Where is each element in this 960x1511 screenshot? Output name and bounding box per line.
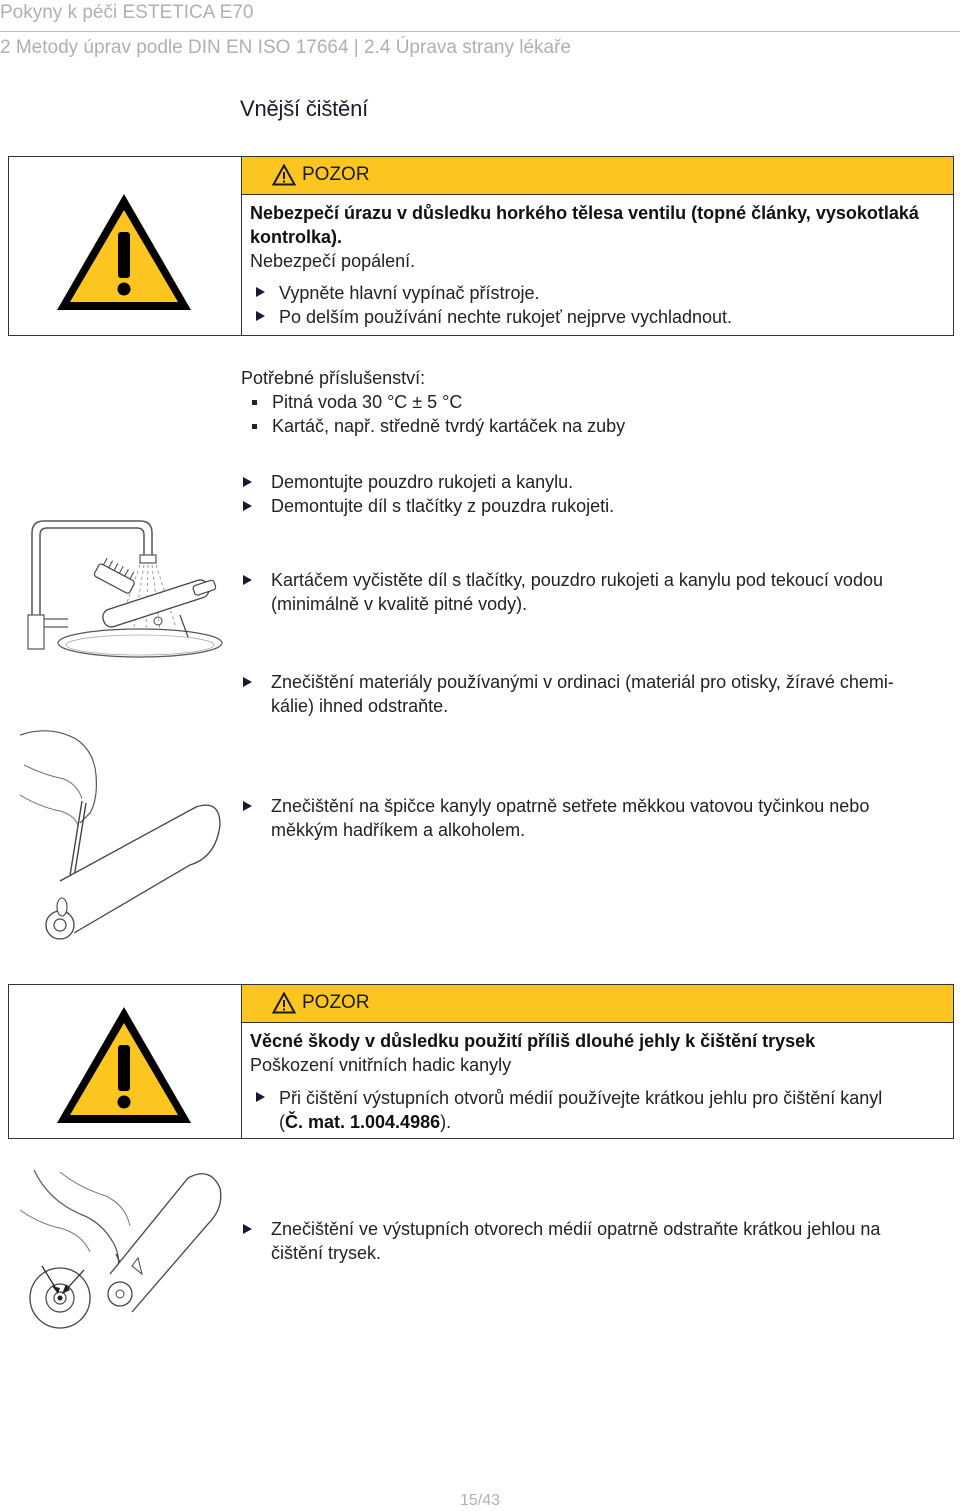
material-number: Č. mat. 1.004.4986 xyxy=(285,1112,441,1132)
step-text: kálie) ihned odstraňte. xyxy=(271,696,449,716)
paren-close: ). xyxy=(440,1112,452,1132)
breadcrumb: 2 Metody úprav podle DIN EN ISO 17664 | 2.4 Úprava strany lékaře xyxy=(0,37,572,58)
warning-box-1 xyxy=(8,156,954,336)
square-bullet-icon xyxy=(252,400,257,405)
step-item xyxy=(243,794,953,842)
accessory-item xyxy=(252,414,852,438)
square-bullet-icon xyxy=(252,424,257,429)
paren-open: ( xyxy=(279,1112,285,1132)
warning-label: POZOR xyxy=(302,164,370,185)
warning-action-text: Při čištění výstupních otvorů médií používejte krátkou jehlu pro čištění kanyl xyxy=(279,1088,883,1108)
needle-cleaning-illustration xyxy=(20,1170,232,1340)
warning-consequence: Poškození vnitřních hadic kanyly xyxy=(250,1055,512,1075)
accessory-text: Kartáč, např. středně tvrdý kartáček na zuby xyxy=(272,416,626,436)
warning-triangle-icon xyxy=(53,1003,195,1127)
arrow-bullet-icon xyxy=(243,477,252,487)
warning-action-text: Po delším používání nechte rukojeť nejprve vychladnout. xyxy=(279,307,733,327)
arrow-bullet-icon xyxy=(243,677,252,687)
accessory-text: Pitná voda 30 °C ± 5 °C xyxy=(272,392,463,412)
step-text: měkkým hadříkem a alkoholem. xyxy=(271,820,526,840)
step-item xyxy=(243,568,953,616)
warning-label: POZOR xyxy=(302,992,370,1013)
step-text: (minimálně v kvalitě pitné vody). xyxy=(271,594,528,614)
warning-hazard-cont: kontrolka). xyxy=(250,227,343,247)
accessory-item xyxy=(252,390,852,414)
warning-consequence: Nebezpečí popálení. xyxy=(250,251,416,271)
warning-hazard: Věcné škody v důsledku použití příliš dlouhé jehly k čištění trysek xyxy=(250,1031,816,1051)
step-text: Znečištění na špičce kanyly opatrně setřete měkkou vatovou tyčinkou nebo xyxy=(271,796,870,816)
warning-action xyxy=(256,281,539,305)
warning-action xyxy=(256,1086,882,1110)
arrow-bullet-icon xyxy=(243,575,252,585)
document-title: Pokyny k péči ESTETICA E70 xyxy=(0,2,254,23)
warning-header xyxy=(241,985,953,1023)
warning-body xyxy=(241,195,953,335)
section-title: Vnější čištění xyxy=(240,96,369,121)
page-number: 15/43 xyxy=(459,1492,501,1509)
step-item xyxy=(243,494,943,518)
step-item xyxy=(243,670,953,718)
swab-cleaning-illustration xyxy=(20,715,240,947)
step-text: čištění trysek. xyxy=(271,1243,382,1263)
warning-action xyxy=(256,305,732,329)
step-item xyxy=(243,1217,953,1265)
step-text: Znečištění ve výstupních otvorech médií opatrně odstraňte krátkou jehlou na xyxy=(271,1219,881,1239)
step-text: Znečištění materiály používanými v ordinaci (materiál pro otisky, žíravé chemi- xyxy=(271,672,894,692)
step-item xyxy=(243,470,943,494)
accessories-label: Potřebné příslušenství: xyxy=(241,368,426,388)
warning-action-cont xyxy=(279,1110,451,1134)
step-text: Demontujte díl s tlačítky z pouzdra rukojeti. xyxy=(271,496,615,516)
warning-body xyxy=(241,1023,953,1138)
warning-box-2 xyxy=(8,984,954,1139)
warning-triangle-icon xyxy=(53,190,195,314)
arrow-bullet-icon xyxy=(243,1224,252,1234)
warning-hazard: Nebezpečí úrazu v důsledku horkého tělesa ventilu (topné články, vysokotlaká xyxy=(250,203,919,223)
warning-action-text: Vypněte hlavní vypínač přístroje. xyxy=(279,283,540,303)
step-text: Demontujte pouzdro rukojeti a kanylu. xyxy=(271,472,574,492)
header-divider xyxy=(0,31,960,32)
arrow-bullet-icon xyxy=(243,801,252,811)
caution-icon xyxy=(272,164,296,186)
faucet-cleaning-illustration xyxy=(20,515,230,665)
arrow-bullet-icon xyxy=(243,501,252,511)
caution-icon xyxy=(272,992,296,1014)
step-text: Kartáčem vyčistěte díl s tlačítky, pouzdro rukojeti a kanylu pod tekoucí vodou xyxy=(271,570,883,590)
warning-header xyxy=(241,157,953,195)
